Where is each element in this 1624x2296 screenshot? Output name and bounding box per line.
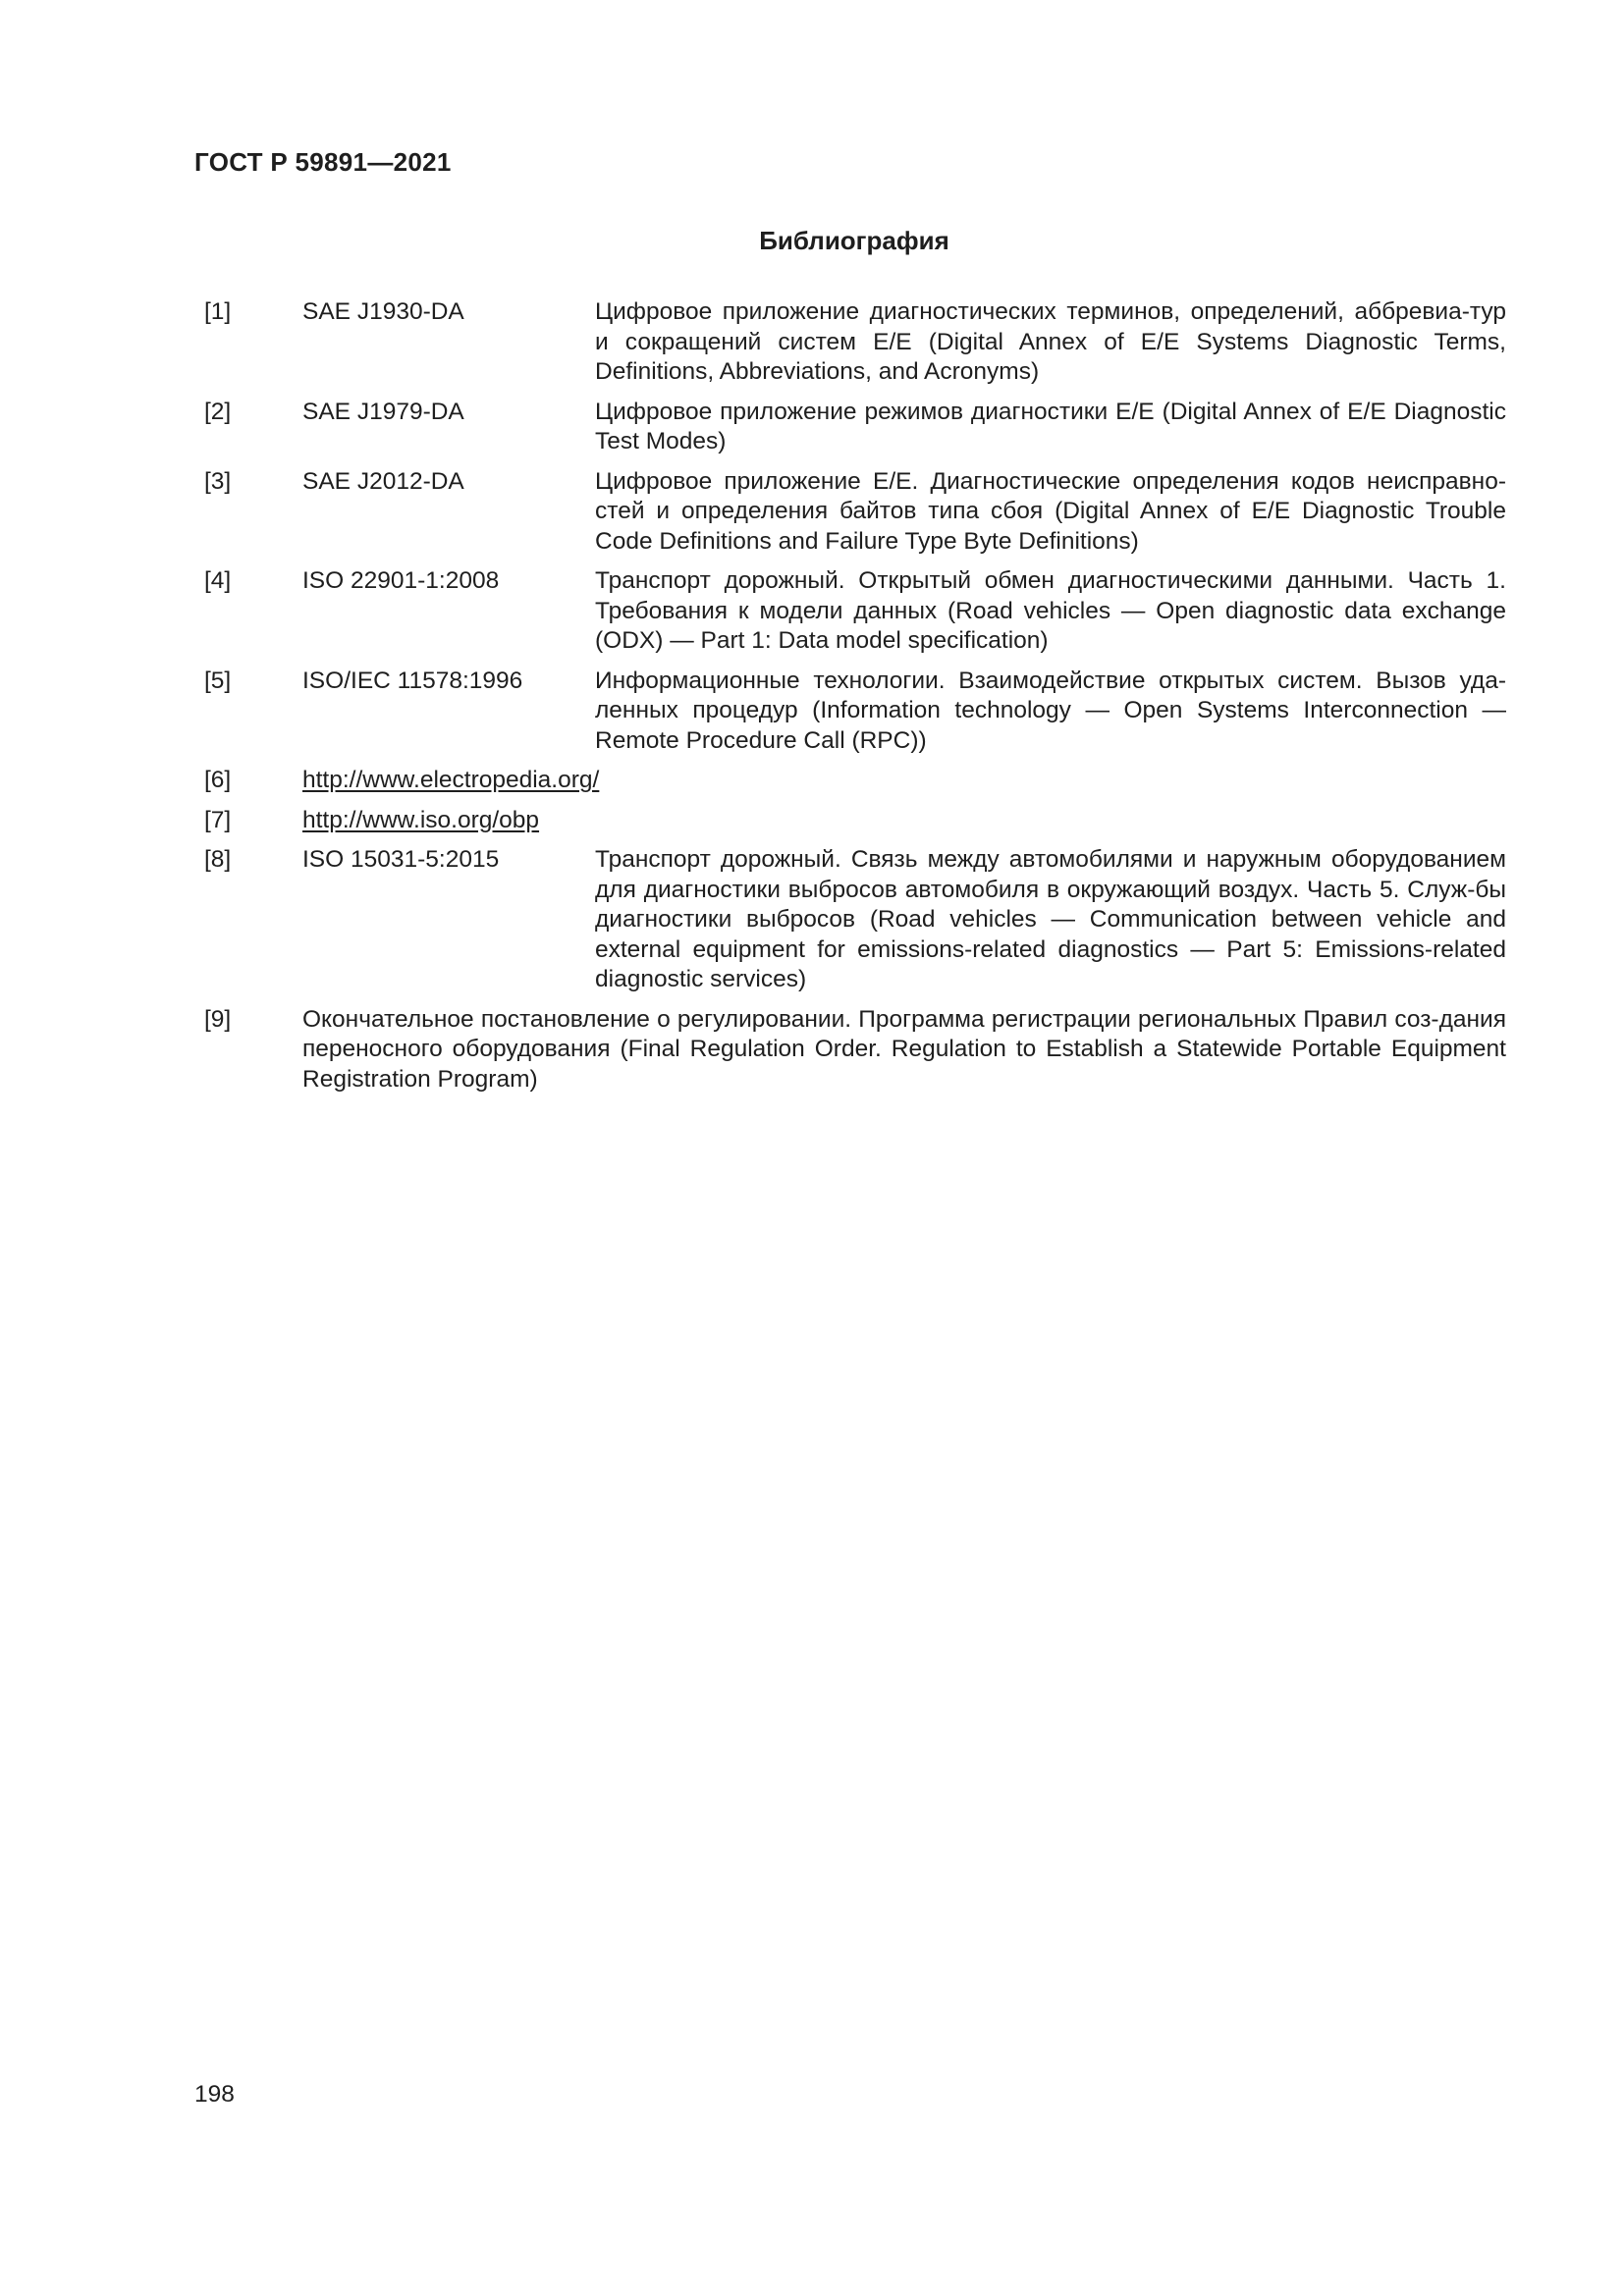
bibliography-entry <box>204 845 1506 995</box>
entry-number: [8] <box>204 846 232 873</box>
entry-code: ISO 22901-1:2008 <box>302 567 500 594</box>
iso-obp-link[interactable]: http://www.iso.org/obp <box>302 806 540 833</box>
entry-code: ISO/IEC 11578:1996 <box>302 667 523 694</box>
bibliography-entry <box>204 766 1506 796</box>
bibliography-entry <box>204 467 1506 558</box>
bibliography-entry <box>204 566 1506 657</box>
entry-number: [7] <box>204 806 232 833</box>
entry-number: [3] <box>204 467 232 495</box>
entry-number: [9] <box>204 1005 232 1033</box>
entry-code: ISO 15031-5:2015 <box>302 846 500 873</box>
entry-number: [4] <box>204 567 232 594</box>
section-title: Библиография <box>759 226 949 255</box>
entry-code: SAE J2012-DA <box>302 467 464 495</box>
entry-description: Цифровое приложение режимов диагностики E/E (Digital Annex of E/E Diagnostic Test Modes) <box>595 398 1506 454</box>
entry-code: SAE J1979-DA <box>302 398 464 425</box>
bibliography-entry <box>204 297 1506 388</box>
entry-number: [6] <box>204 767 232 793</box>
page-number: 198 <box>194 2081 235 2108</box>
entry-code: SAE J1930-DA <box>302 298 464 325</box>
electropedia-link[interactable]: http://www.electropedia.org/ <box>302 767 600 793</box>
entry-description: Транспорт дорожный. Открытый обмен диагностическими данными. Часть 1. Требования к модели данных (Road vehicles — Open diagnostic data exchange (ODX) — Part 1: Data model specification) <box>595 567 1506 654</box>
bibliography-entry <box>204 398 1506 457</box>
entry-description: Окончательное постановление о регулировании. Программа регистрации региональных Правил соз-дания переносного оборудования (Final Regulation Order. Regulation to Establish a Statewide Portable Equipment Registration Program) <box>302 1005 1506 1093</box>
bibliography-entry <box>204 806 1506 836</box>
bibliography-list <box>204 297 1506 1104</box>
entry-description: Транспорт дорожный. Связь между автомобилями и наружным оборудованием для диагностики выбросов автомобиля в окружающий воздух. Часть 5. Служ-бы диагностики выбросов (Road vehicles — Communication between vehicle and external equipment for emissions-related diagnostics — Part 5: Emissions-related diagnostic services) <box>595 846 1506 992</box>
entry-number: [2] <box>204 398 232 425</box>
entry-number: [1] <box>204 298 232 325</box>
document-header: ГОСТ Р 59891—2021 <box>194 147 452 177</box>
entry-number: [5] <box>204 667 232 694</box>
bibliography-entry <box>204 1005 1506 1095</box>
bibliography-entry <box>204 667 1506 757</box>
entry-description: Цифровое приложение E/E. Диагностические определения кодов неисправно-стей и определения байтов типа сбоя (Digital Annex of E/E Diagnostic Trouble Code Definitions and Failure Type Byte Definitions) <box>595 467 1506 555</box>
entry-description: Информационные технологии. Взаимодействие открытых систем. Вызов уда-ленных процедур (Information technology — Open Systems Interconnection — Remote Procedure Call (RPC)) <box>595 667 1506 754</box>
entry-description: Цифровое приложение диагностических терминов, определений, аббревиа-тур и сокращений систем E/E (Digital Annex of E/E Systems Diagnostic Terms, Definitions, Abbreviations, and Acronyms) <box>595 298 1506 385</box>
